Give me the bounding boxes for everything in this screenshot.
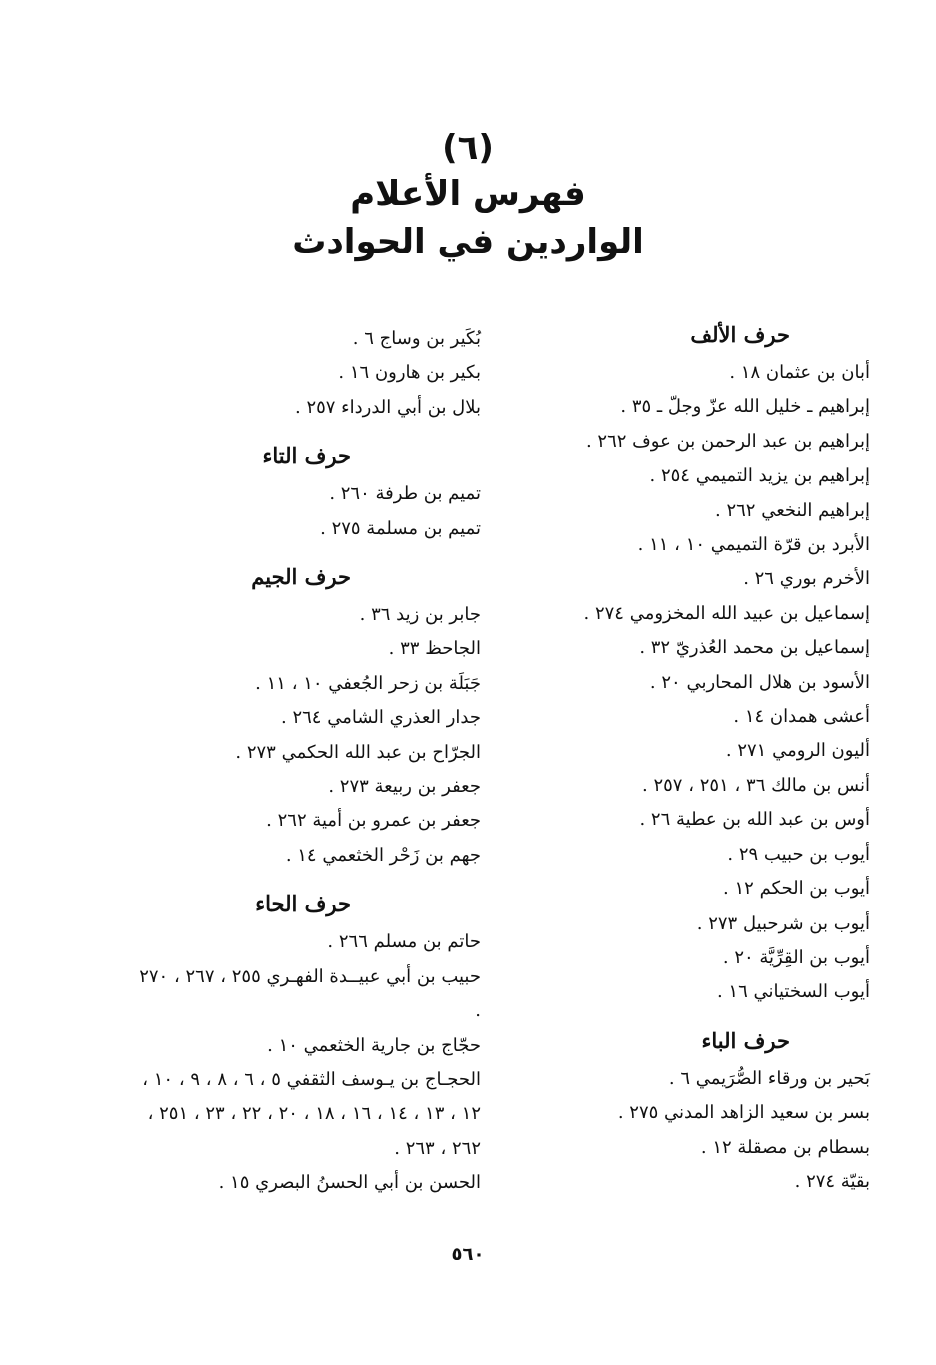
index-entry: بسطام بن مصقلة ١٢ . bbox=[700, 1136, 870, 1158]
index-entry: الجرّاح بن عبد الله الحكمي ٢٧٣ . bbox=[235, 741, 481, 763]
index-entry: إبراهيم النخعي ٢٦٢ . bbox=[715, 499, 870, 521]
index-entry: أيوب بن الحكم ١٢ . bbox=[723, 878, 870, 900]
entry-list bbox=[540, 1062, 870, 1200]
index-entry: حبيب بن أبي عبيــدة الفهـري ٢٥٥ ، ٢٦٧ ، ٢٧٠ . bbox=[139, 965, 481, 1022]
index-entry: أعشى همدان ١٤ . bbox=[733, 706, 870, 728]
index-entry: أليون الرومي ٢٧١ . bbox=[725, 740, 870, 762]
index-entry: الحجـاج بن يـوسف الثقفي ٥ ، ٦ ، ٨ ، ٩ ، ١٠ ، ١٢ ، ١٣ ، ١٤ ، ١٦ ، ١٨ ، ٢٠ ، ٢٢ ، ٢٣ ، ٢٥١ ، ٢٦٢ ، ٢٦٣ . bbox=[142, 1068, 481, 1159]
index-entry: بكير بن هارون ١٦ . bbox=[338, 362, 481, 384]
index-entry: بُكَير بن وساج ٦ . bbox=[352, 328, 481, 349]
index-entry: بلال بن أبي الدرداء ٢٥٧ . bbox=[294, 396, 481, 418]
right-column bbox=[540, 318, 870, 1199]
entry-list bbox=[136, 322, 481, 425]
index-entry: أبان بن عثمان ١٨ . bbox=[729, 362, 870, 383]
section-heading: حرف الألف bbox=[690, 322, 790, 347]
index-entry: أيوب السختياني ١٦ . bbox=[716, 981, 870, 1003]
index-entry: الأخرم بوري ٢٦ . bbox=[743, 568, 870, 590]
title-block bbox=[0, 128, 936, 266]
index-entry: حجّاج بن جارية الخثعمي ١٠ . bbox=[267, 1034, 481, 1056]
index-entry: بسر بن سعيد الزاهد المدني ٢٧٥ . bbox=[617, 1102, 870, 1124]
index-subtitle: الواردين في الحوادث bbox=[292, 222, 644, 262]
index-entry: جابر بن زيد ٣٦ . bbox=[359, 604, 481, 626]
section-heading: حرف الحاء bbox=[255, 891, 351, 917]
index-entry: تميم بن مسلمة ٢٧٥ . bbox=[320, 517, 481, 539]
index-entry: إسماعيل بن محمد العُذريّ ٣٢ . bbox=[639, 637, 870, 659]
index-entry: الجاحظ ٣٣ . bbox=[388, 638, 481, 660]
index-entry: جعفر بن ربيعة ٢٧٣ . bbox=[328, 776, 481, 798]
index-entry: إبراهيم ـ خليل الله عزّ وجلّ ـ ٣٥ . bbox=[620, 396, 870, 418]
index-entry: الأسود بن هلال المحاربي ٢٠ . bbox=[649, 671, 870, 693]
index-entry: الأبرد بن قرّة التميمي ١٠ ، ١١ . bbox=[637, 534, 870, 556]
index-entry: حاتم بن مسلم ٢٦٦ . bbox=[327, 931, 481, 953]
left-column bbox=[136, 322, 481, 1201]
index-title: فهرس الأعلام bbox=[350, 174, 586, 214]
section-heading: حرف الجيم bbox=[251, 564, 351, 590]
index-entry: الحسن بن أبي الحسنُ البصري ١٥ . bbox=[218, 1172, 481, 1194]
index-entry: أيوب بن حبيب ٢٩ . bbox=[727, 843, 870, 865]
index-entry: بَحير بن ورقاء الصُّرَيمي ٦ . bbox=[668, 1067, 870, 1089]
section-heading: حرف الباء bbox=[701, 1027, 790, 1053]
entry-list bbox=[136, 598, 481, 873]
index-entry: أيوب بن شرحبيل ٢٧٣ . bbox=[696, 912, 870, 934]
index-entry: إسماعيل بن عبيد الله المخزومي ٢٧٤ . bbox=[583, 602, 870, 624]
index-entry: إبراهيم بن عبد الرحمن بن عوف ٢٦٢ . bbox=[585, 430, 870, 452]
section-heading: حرف التاء bbox=[262, 443, 351, 469]
index-number: (٦) bbox=[442, 128, 494, 168]
index-entry: جهم بن زَحْر الخثعمي ١٤ . bbox=[285, 844, 481, 866]
index-entry: أنس بن مالك ٣٦ ، ٢٥١ ، ٢٥٧ . bbox=[642, 774, 870, 796]
index-entry: أيوب بن القِرِّيَّة ٢٠ . bbox=[722, 946, 870, 968]
entry-list bbox=[136, 925, 481, 1200]
page-number: ٥٦٠ bbox=[451, 1244, 485, 1265]
index-entry: جعفر بن عمرو بن أمية ٢٦٢ . bbox=[266, 810, 481, 832]
index-entry: جدار العذري الشامي ٢٦٤ . bbox=[281, 707, 481, 729]
index-entry: بقيّة ٢٧٤ . bbox=[794, 1170, 870, 1192]
entry-list bbox=[136, 477, 481, 546]
entry-list bbox=[540, 356, 870, 1010]
index-entry: أوس بن عبد الله بن عطية ٢٦ . bbox=[639, 809, 870, 831]
index-entry: إبراهيم بن يزيد التميمي ٢٥٤ . bbox=[649, 465, 870, 487]
index-entry: جَبَلَة بن زحر الجُعفي ١٠ ، ١١ . bbox=[255, 672, 481, 694]
index-entry: تميم بن طرفة ٢٦٠ . bbox=[329, 483, 481, 505]
